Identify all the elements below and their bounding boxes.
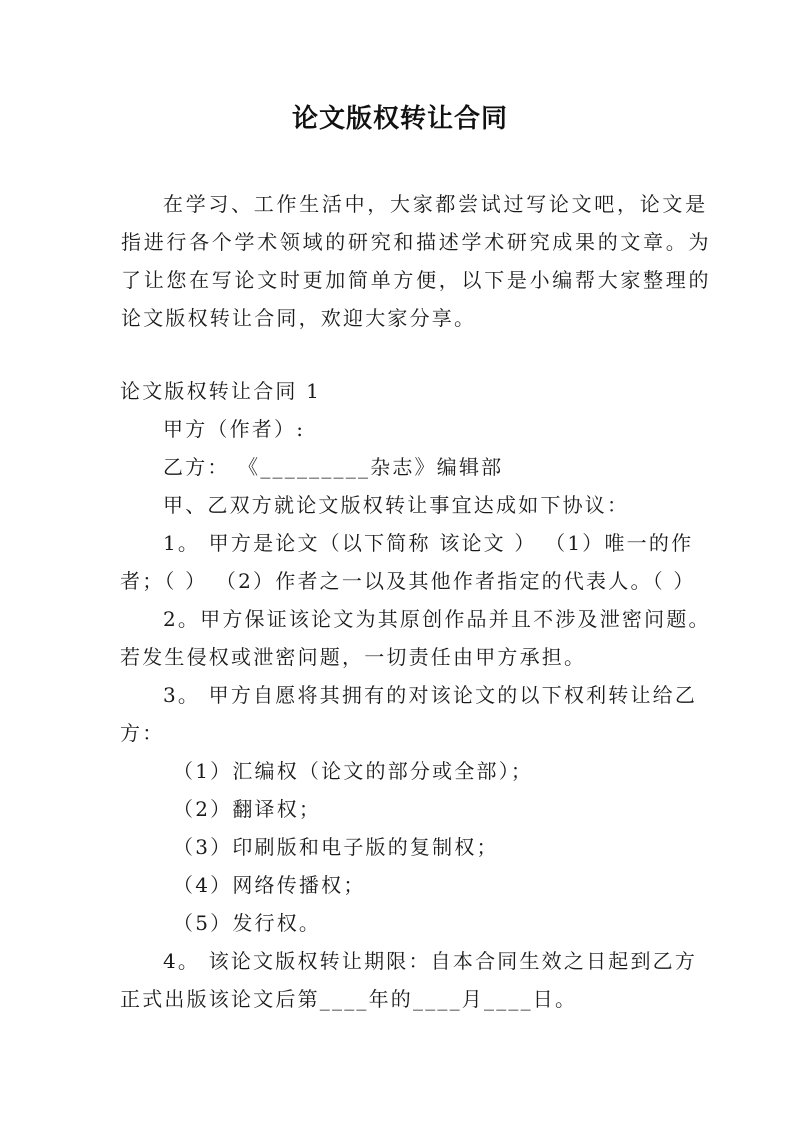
clause-line: 3。 甲方自愿将其拥有的对该论文的以下权利转让给乙: [163, 683, 698, 707]
party-a-line: 甲方（作者）:: [163, 417, 306, 441]
intro-line: 论文版权转让合同，欢迎大家分享。: [121, 306, 477, 330]
rights-item: （1）汇编权（论文的部分或全部）；: [173, 759, 534, 783]
clause-line: 1。 甲方是论文（以下简称 该论文 ） （1）唯一的作: [163, 531, 694, 555]
section-heading: 论文版权转让合同 1: [120, 379, 322, 403]
clause-line: 若发生侵权或泄密问题，一切责任由甲方承担。: [120, 645, 587, 669]
agreement-intro: 甲、乙双方就论文版权转让事宜达成如下协议：: [163, 493, 630, 517]
clause-line: 2。甲方保证该论文为其原创作品并且不涉及泄密问题。: [163, 607, 711, 631]
rights-item: （5）发行权。: [173, 911, 322, 935]
rights-item: （4）网络传播权；: [173, 873, 366, 897]
clause-line: 4。 该论文版权转让期限：自本合同生效之日起到乙方: [163, 949, 698, 973]
intro-line: 在学习、工作生活中，大家都尝试过写论文吧，论文是: [163, 192, 708, 216]
rights-item: （2）翻译权；: [173, 797, 322, 821]
intro-line: 了让您在写论文时更加简单方便，以下是小编帮大家整理的: [121, 268, 712, 292]
intro-line: 指进行各个学术领域的研究和描述学术研究成果的文章。为: [121, 230, 712, 254]
party-b-line: 乙方： 《_________杂志》编辑部: [163, 455, 504, 479]
clause-line: 方：: [120, 721, 165, 745]
clause-line: 正式出版该论文后第____年的____月____日。: [120, 987, 578, 1011]
clause-line: 者；（ ） （2）作者之一以及其他作者指定的代表人。（ ）: [120, 569, 696, 593]
rights-item: （3）印刷版和电子版的复制权；: [173, 835, 499, 859]
document-title: 论文版权转让合同: [291, 104, 508, 134]
